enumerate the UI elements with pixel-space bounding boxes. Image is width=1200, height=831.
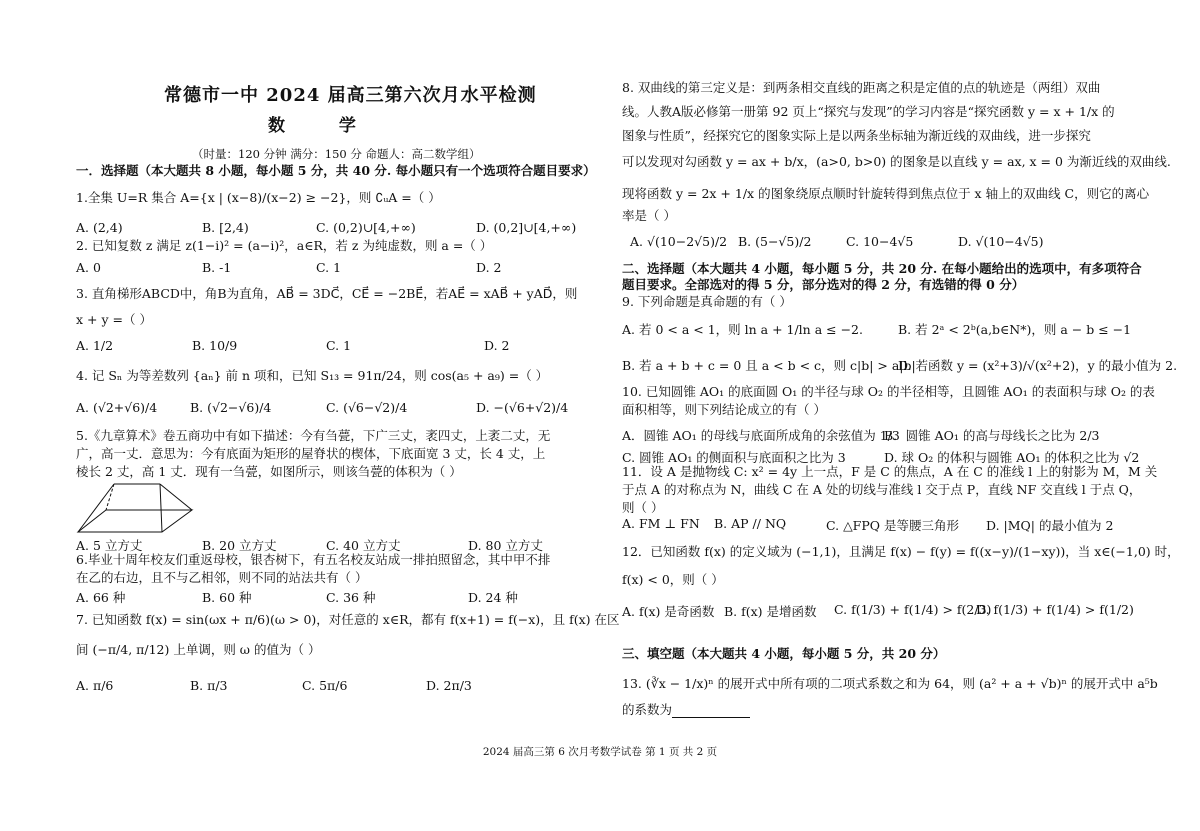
q10-line-2: 面积相等，则下列结论成立的有（ ） [622, 402, 826, 417]
q6-option-b: B. 60 种 [202, 590, 252, 605]
q4-stem: 4. 记 Sₙ 为等差数列 {aₙ} 前 n 项和，已知 S₁₃ = 91π/24，则 cos(a₅ + a₉) =（ ） [76, 368, 549, 383]
q7-line-2: 间 (−π/4, π/12) 上单调，则 ω 的值为（ ） [76, 642, 321, 657]
q6-option-c: C. 36 种 [326, 590, 376, 605]
q10-option-b: B．圆锥 AO₁ 的高与母线长之比为 2/3 [884, 428, 1100, 443]
q7-option-b: B. π/3 [190, 678, 228, 693]
q8-line-2: 线。人教A版必修第一册第 92 页上“探究与发现”的学习内容是“探究函数 y = x + 1/x 的 [622, 104, 1115, 119]
q6-option-d: D. 24 种 [468, 590, 518, 605]
q7-option-d: D. 2π/3 [426, 678, 472, 693]
q11-line-3: 则（ ） [622, 500, 664, 515]
q5-option-a: A. 5 立方丈 [76, 538, 143, 553]
q10-option-a: A．圆锥 AO₁ 的母线与底面所成角的余弦值为 1/3 [622, 428, 900, 443]
section2-heading-1: 二、选择题（本大题共 4 小题，每小题 5 分，共 20 分. 在每小题给出的选项中，有多项符合 [622, 261, 1142, 276]
q8-option-c: C. 10−4√5 [846, 234, 914, 249]
q13-line-2-text: 的系数为 [622, 702, 673, 717]
q5-option-b: B. 20 立方丈 [202, 538, 277, 553]
q8-option-a: A. √(10−2√5)/2 [630, 234, 728, 249]
exam-info: （时量：120 分钟 满分：150 分 命题人：高二数学组） [192, 147, 481, 161]
q5-line-2: 广，高一丈．意思为：今有底面为矩形的屋脊状的楔体，下底面宽 3 丈，长 4 丈，上 [76, 446, 546, 461]
exam-title: 常德市一中 2024 届高三第六次月水平检测 [164, 85, 537, 106]
q13-line-2 [622, 702, 750, 718]
q11-option-d: D. |MQ| 的最小值为 2 [986, 518, 1114, 533]
q5-option-d: D. 80 立方丈 [468, 538, 543, 553]
q3-stem-continued: x + y =（ ） [76, 312, 152, 327]
q9-option-c: B. 若 a + b + c = 0 且 a < b < c，则 c|b| > a|b| [622, 358, 916, 373]
q10-line-1: 10. 已知圆锥 AO₁ 的底面圆 O₁ 的半径与球 O₂ 的半径相等，且圆锥 AO₁ 的表面积与球 O₂ 的表 [622, 384, 1155, 399]
q3-option-a: A. 1/2 [76, 338, 114, 353]
q11-line-2: 于点 A 的对称点为 N，曲线 C 在 A 处的切线与准线 l 交于点 P，直线 NF 交直线 l 于点 Q， [622, 482, 1142, 497]
q8-option-d: D. √(10−4√5) [958, 234, 1044, 249]
q3-option-c: C. 1 [326, 338, 352, 353]
q3-stem: 3. 直角梯形ABCD中，角B为直角，AB⃗ = 3DC⃗，CE⃗ = −2BE⃗，若AE⃗ = xAB⃗ + yAD⃗，则 [76, 286, 578, 301]
q1-option-c: C. (0,2)∪[4,+∞) [316, 220, 416, 235]
q6-option-a: A. 66 种 [76, 590, 126, 605]
q9-option-b: B. 若 2ᵃ < 2ᵇ(a,b∈N*)，则 a − b ≤ −1 [898, 322, 1132, 337]
q1-stem: 1.全集 U=R 集合 A={x | (x−8)/(x−2) ≥ −2}，则 ∁ᵤA =（ ） [76, 190, 441, 205]
q2-option-a: A. 0 [76, 260, 101, 275]
q4-option-d: D. −(√6+√2)/4 [476, 400, 569, 415]
q12-option-c: C. f(1/3) + f(1/4) > f(2/3) [834, 602, 992, 617]
q11-line-1: 11．设 A 是抛物线 C: x² = 4y 上一点，F 是 C 的焦点，A 在 C 的准线 l 上的射影为 M，M 关 [622, 464, 1158, 479]
q7-line-1: 7. 已知函数 f(x) = sin(ωx + π/6)(ω > 0)，对任意的 x∈R，都有 f(x+1) = f(−x)，且 f(x) 在区 [76, 612, 620, 627]
q12-line-1: 12．已知函数 f(x) 的定义域为 (−1,1)，且满足 f(x) − f(y) = f((x−y)/(1−xy))，当 x∈(−1,0) 时， [622, 544, 1180, 559]
q2-option-b: B. -1 [202, 260, 232, 275]
q6-line-1: 6.毕业十周年校友们重返母校，银杏树下，有五名校友站成一排拍照留念，其中甲不排 [76, 552, 551, 567]
q5-option-c: C. 40 立方丈 [326, 538, 401, 553]
q1-option-d: D. (0,2]∪[4,+∞) [476, 220, 577, 235]
q11-option-a: A. FM ⊥ FN [622, 516, 700, 531]
q6-line-2: 在乙的右边，且不与乙相邻，则不同的站法共有（ ） [76, 570, 368, 585]
q8-option-b: B. (5−√5)/2 [738, 234, 812, 249]
q2-option-d: D. 2 [476, 260, 502, 275]
q8-line-1: 8. 双曲线的第三定义是：到两条相交直线的距离之积是定值的点的轨迹是（两组）双曲 [622, 80, 1101, 95]
q4-option-b: B. (√2−√6)/4 [190, 400, 272, 415]
q11-option-b: B. AP // NQ [714, 516, 787, 531]
q9-stem: 9. 下列命题是真命题的有（ ） [622, 294, 792, 309]
q8-line-3: 图象与性质”，经探究它的图象实际上是以两条坐标轴为渐近线的双曲线，进一步探究 [622, 128, 1091, 143]
q13-line-1: 13. (∛x − 1/x)ⁿ 的展开式中所有项的二项式系数之和为 64，则 (a² + a + √b)ⁿ 的展开式中 a⁵b [622, 676, 1158, 691]
q9-option-a: A. 若 0 < a < 1，则 ln a + 1/ln a ≤ −2. [622, 322, 863, 337]
q12-option-b: B. f(x) 是增函数 [724, 604, 817, 619]
q3-option-b: B. 10/9 [192, 338, 238, 353]
q10-option-c: C. 圆锥 AO₁ 的侧面积与底面积之比为 3 [622, 450, 846, 465]
q7-option-a: A. π/6 [76, 678, 114, 693]
section1-heading: 一．选择题（本大题共 8 小题，每小题 5 分，共 40 分. 每小题只有一个选项符合题目要求） [76, 163, 596, 178]
q9-option-d: D. 若函数 y = (x²+3)/√(x²+2)，y 的最小值为 2. [898, 358, 1178, 373]
q1-option-b: B. [2,4) [202, 220, 249, 235]
q12-line-2: f(x) < 0，则（ ） [622, 572, 724, 587]
q13-answer-blank[interactable] [672, 703, 750, 718]
section2-heading-2: 题目要求。全部选对的得 5 分，部分选对的得 2 分，有选错的得 0 分） [622, 277, 1025, 292]
q1-option-a: A. (2,4) [76, 220, 123, 235]
q10-option-d: D. 球 O₂ 的体积与圆锥 AO₁ 的体积之比为 √2 [884, 450, 1140, 465]
q11-option-c: C. △FPQ 是等腰三角形 [826, 518, 959, 533]
q12-option-a: A. f(x) 是奇函数 [622, 604, 715, 619]
q8-line-5: 现将函数 y = 2x + 1/x 的图象绕原点顺时针旋转得到焦点位于 x 轴上的双曲线 C，则它的离心 [622, 186, 1150, 201]
section3-heading: 三、填空题（本大题共 4 小题，每小题 5 分，共 20 分） [622, 646, 946, 661]
q5-line-1: 5.《九章算术》卷五商功中有如下描述：今有刍甍，下广三丈，袤四丈，上袤二丈，无 [76, 428, 551, 443]
wedge-figure [76, 480, 196, 536]
subject-title: 数 学 [268, 116, 380, 136]
q12-option-d: D. f(1/3) + f(1/4) > f(1/2) [976, 602, 1134, 617]
q8-line-6: 率是（ ） [622, 208, 676, 223]
q4-option-c: C. (√6−√2)/4 [326, 400, 408, 415]
q7-option-c: C. 5π/6 [302, 678, 348, 693]
q8-line-4: 可以发现对勾函数 y = ax + b/x，(a>0, b>0) 的图象是以直线 y = ax, x = 0 为渐近线的双曲线. [622, 154, 1171, 169]
q3-option-d: D. 2 [484, 338, 510, 353]
q2-stem: 2. 已知复数 z 满足 z(1−i)² = (a−i)²，a∈R，若 z 为纯虚数，则 a =（ ） [76, 238, 493, 253]
q4-option-a: A. (√2+√6)/4 [76, 400, 158, 415]
q2-option-c: C. 1 [316, 260, 342, 275]
q5-line-3: 棱长 2 丈，高 1 丈．现有一刍甍，如图所示，则该刍甍的体积为（ ） [76, 464, 462, 479]
page-footer: 2024 届高三第 6 次月考数学试卷 第 1 页 共 2 页 [482, 746, 718, 758]
